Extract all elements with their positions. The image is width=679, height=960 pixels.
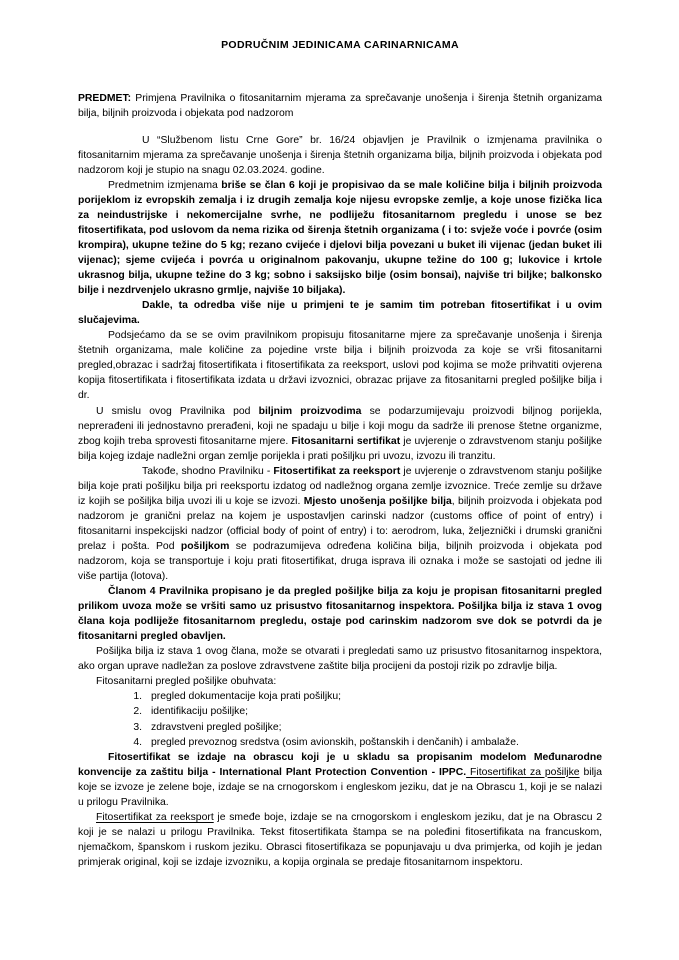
- term-fitosertifikat-za-reeksport: Fitosertifikat za reeksport: [273, 465, 401, 477]
- paragraph-text: Fitosanitarni pregled pošiljke obuhvata:: [96, 676, 277, 688]
- paragraph-text-seg5: , biljnih proizvoda i objekata pod nadzorom je granični prelaz na kojem je uspostavljen carinski nadzor (customs office of point of entry) i fitosanitarni inspekcijski nadzor (official body of point of entry) i to: aerodrom, luka, željeznički i drumski granični prelaz i pošta. Pod: [78, 495, 603, 552]
- list-item-marker: 3.: [133, 721, 142, 733]
- term-fitosertifikat-za-reeksport-underline: Fitosertifikat za reeksport: [96, 811, 214, 823]
- paragraph-takodje-reeksport: [78, 464, 602, 584]
- subject-label: PREDMET:: [78, 92, 132, 104]
- paragraph-bold-text: Fitosertifikat se izdaje na obrascu koji je u skladu sa propisanim modelom Međunarodne konvencije za zaštitu bilja - International Plant Protection Convention - IPPC.: [78, 751, 602, 778]
- list-item-label: zdravstveni pregled pošiljke;: [151, 721, 282, 733]
- paragraph-text-seg7: se podrazumijeva određena količina bilja, biljnih proizvoda i objekata pod nadzorom, koja se transportuje i koju prati fitosertifikat, druga isprava ili oznaka i može se sastojati od jedne ili više partija (lotova).: [78, 540, 603, 583]
- list-item-label: pregled prevoznog sredstva (osim avionskih, poštanskih i denčanih) i ambalaže.: [151, 736, 519, 748]
- paragraph-text: Pošiljka bilja iz stava 1 ovog člana, može se otvarati i pregledati samo uz prisustvo fitosanitarnog inspektora, ako organ uprave nadležan za poslove zdravstvene zaštite bilja procijeni da postoji rizik po zdravlje bilja.: [78, 646, 602, 673]
- paragraph-pregled-obuhvata: [78, 674, 602, 689]
- paragraph-posiljka-otvaranje: [78, 644, 602, 674]
- inspection-steps-list: [78, 689, 602, 749]
- list-item-label: pregled dokumentacije koja prati pošiljku;: [151, 691, 342, 703]
- term-posiljkom: pošiljkom: [180, 540, 230, 552]
- term-fitosertifikat-za-posiljke: Fitosertifikat za pošiljke: [466, 766, 580, 778]
- list-item-marker: 1.: [133, 691, 142, 703]
- list-item: [78, 704, 602, 719]
- subject-paragraph: [78, 91, 602, 121]
- page-title: PODRUČNIM JEDINICAMA CARINARNICAMA: [221, 39, 459, 51]
- paragraph-text-seg3: se podarzumijevaju proizvodi biljnog porijekla, neprerađeni ili jednostavno prerađeni, koji ne spadaju u bilje i koji mogu da sadrže ili prenose štetne organizme, zbog kojih treba sprovesti fitosanitarne mjere.: [78, 405, 602, 447]
- paragraph-text-seg3: je uvjerenje o zdravstvenom stanju pošiljke bilja koje prati pošiljku bilja pri reeksportu izdatog od nadležnog organa zemlje izvoznice. Treće zemlje su države iz kojih se pošiljka bilja uvozi ili u koje se izvozi.: [78, 465, 602, 507]
- term-biljnim-proizvodima: biljnim proizvodima: [258, 405, 362, 417]
- title-spacer: [78, 52, 602, 91]
- paragraph-fitosertifikat-reeksport-boja: [78, 810, 602, 870]
- term-fitosanitarni-sertifikat: Fitosanitarni sertifikat: [291, 435, 401, 447]
- paragraph-sluzbeni-list: [78, 133, 602, 178]
- list-item: [78, 735, 602, 750]
- paragraph-bold-text: briše se član 6 koji je propisivao da se male količine bilja i biljnih proizvoda porijeklom iz evropskih zemalja i iz drugih zemalja koje nijesu evropske zemlje, a koje unose fizička lica za neindustrijske i nekomercijalne svrhe, ne podliježu fitosanitarnom pregledu i unose se bez fitosertifikata, pod uslovom da nema rizika od širenja štetnih organizama ( i to: svježe voće i povrće (osim krompira), ukupne težine do 5 kg; rezano cvijeće i djelovi bilja povezani u buket ili vijenac (jedan buket ili vijenac); sjeme cvijeća i povrća u originalnom pakovanju, ukupne težine do 100 g; lukovice i krtole ukrasnog bilja, ukupne težine do 3 kg; sobno i saksijsko bilje (osim bonsai), najviše tri biljke; balkonsko bilje i nezdrvenjelo ukrasno grmlje, najviše 10 biljaka).: [78, 179, 602, 297]
- paragraph-brise-se-clan-6: [78, 178, 602, 298]
- list-item-marker: 4.: [133, 736, 142, 748]
- paragraph-ippc: [78, 750, 602, 810]
- paragraph-bold-text: Članom 4 Pravilnika propisano je da pregled pošiljke bilja za koju je propisan fitosanitarni pregled prilikom uvoza može se vršiti samo uz prisustvo fitosanitarnog inspektora. Pošiljka bilja iz stava 1 ovog člana koja podliježe fitosanitarnom pregledu, ostaje pod carinskim nadzorom sve dok se potvrdi da je fitosanitarni pregled obavljen.: [78, 586, 602, 643]
- paragraph-podsjecamo: [78, 328, 602, 403]
- paragraph-text-seg1: Takođe, shodno Pravilniku -: [142, 465, 274, 477]
- paragraph-dakle: [78, 298, 602, 328]
- paragraph-text-seg5: je uvjerenje o zdravstvenom stanju pošiljke bilja kojeg izdaje nadležni organ zemlje porijekla i prati pošiljku pri uvozu, izvozu ili tranzitu.: [78, 435, 602, 462]
- paragraph-lead-text: Predmetnim izmjenama: [108, 179, 222, 191]
- document-content: [78, 0, 602, 870]
- list-item-label: identifikaciju pošiljke;: [151, 706, 249, 718]
- paragraph-text: Podsjećamo da se se ovim pravilnikom propisuju fitosanitarne mjere za sprečavanje unošenja i širenja štetnih organizama, male količine za pojedine vrste bilja i biljnih proizvoda za koje se vrši fitosanitarni pregled,obrazac i sadržaj fitosertifikata i fitosertifikata za reeksport, uslovi pod kojima se može prihvatiti ovjerena kopija fitosertifikata i fitosertifikata izdata u državi izvoznici, obrazac prijave za fitosanitarni pregled pošiljke bilja i dr.: [78, 330, 602, 402]
- paragraph-clanom-4: [78, 584, 602, 644]
- paragraph-text: U “Službenom listu Crne Gore” br. 16/24 objavljen je Pravilnik o izmjenama pravilnika o fitosanitarnim mjerama za sprečavanje unošenja i širenja štetnih organizama bilja, biljnih proizvoda i objekata pod nadzorom koji je stupio na snagu 02.03.2024. godine.: [78, 134, 602, 176]
- paragraph-biljni-proizvodi: [78, 404, 602, 464]
- list-item: [78, 720, 602, 735]
- subject-text: Primjena Pravilnika o fitosanitarnim mjerama za sprečavanje unošenja i širenja štetnih organizama bilja, biljnih proizvoda i objekata pod nadzorom: [78, 92, 602, 119]
- paragraph-bold-text: Dakle, ta odredba više nije u primjeni te je samim tim potreban fitosertifikat i u ovim slučajevima.: [78, 300, 602, 327]
- list-item: [78, 689, 602, 704]
- paragraph-text-seg1: U smislu ovog Pravilnika pod: [96, 405, 259, 417]
- paragraph-text-seg2: je smeđe boje, izdaje se na crnogorskom i engleskom jeziku, dat je na Obrascu 2 koji je se nalazi u prilogu Pravilnika. Tekst fitosertifikata štampa se na poleđini fitosertifikata na francuskom, njemačkom, španskom i ruskom jeziku. Obrasci fitosertifikaza se popunjavaju u dva primjerka, od kojih je jedan primjerak original, koji se izdaje izvozniku, a kopija orginala se predaje fitosanitarnom inspektoru.: [78, 811, 602, 868]
- list-item-marker: 2.: [133, 706, 142, 718]
- paragraph-text-seg3: bilja koje se izvoze je zelene boje, izdaje se na crnogorskom i engleskom jeziku, dat je na Obrascu 1, koji je se nalazi u prilogu Pravilnika.: [78, 766, 602, 808]
- term-mjesto-unosenja-posiljke-bilja: Mjesto unošenja pošiljke bilja: [303, 495, 452, 507]
